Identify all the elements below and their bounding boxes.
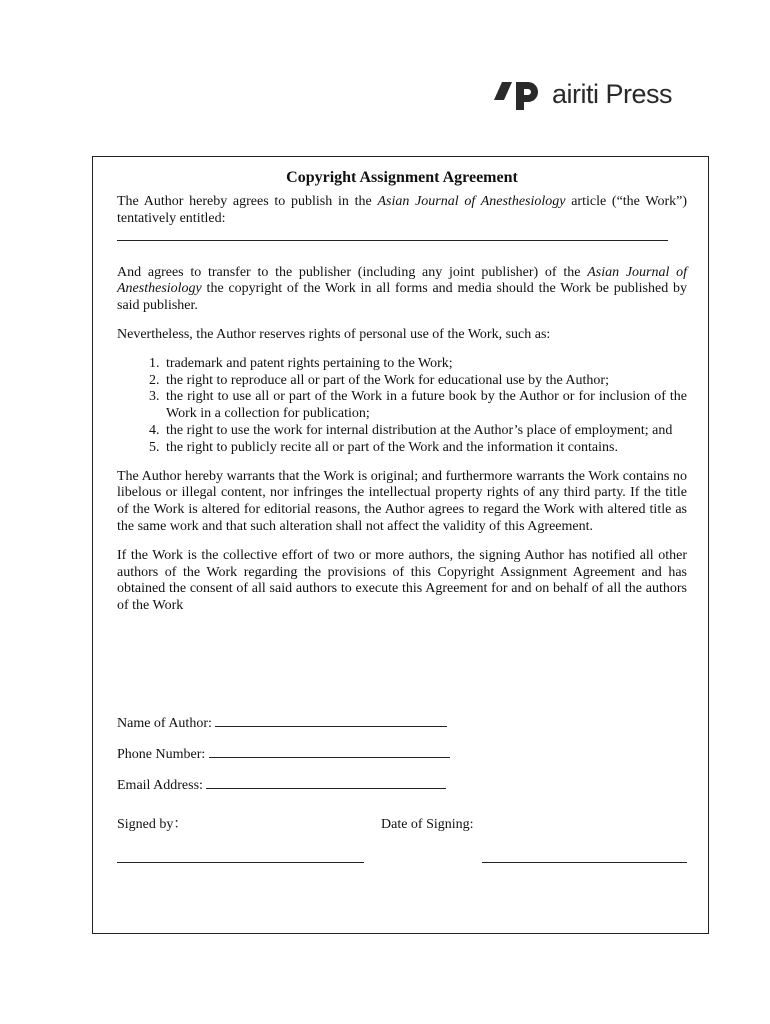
logo-text: airiti Press bbox=[552, 78, 673, 109]
phone-number-label: Phone Number: bbox=[117, 747, 206, 762]
date-line[interactable] bbox=[482, 862, 687, 863]
work-title-line[interactable] bbox=[117, 240, 668, 241]
journal-name: Asian Journal of Anesthesiology bbox=[377, 194, 566, 209]
intro-paragraph: The Author hereby agrees to publish in the Asian Journal of Anesthesiology article (“the Work”) tentatively entitled: bbox=[117, 194, 688, 226]
document-title: Copyright Assignment Agreement bbox=[286, 169, 518, 186]
phone-number-line[interactable] bbox=[209, 745, 450, 758]
author-name-field bbox=[117, 714, 447, 732]
email-address-label: Email Address: bbox=[117, 778, 203, 793]
author-name-line[interactable] bbox=[215, 714, 447, 727]
journal-name: Asian Journal of Anesthesiology bbox=[117, 264, 687, 297]
transfer-paragraph: And agrees to transfer to the publisher (including any joint publisher) of the Asian Journal of Anesthesiology the copyright of the Work in all forms and media should the Work be published by said publisher. bbox=[117, 264, 687, 314]
list-item: 3. the right to use all or part of the Work in a future book by the Author or for inclusion of the Work in a collection for publication; bbox=[163, 389, 687, 423]
email-address-field bbox=[117, 776, 446, 794]
warranty-paragraph: The Author hereby warrants that the Work is original; and furthermore warrants the Work contains no libelous or illegal content, nor infringes the intellectual property rights of any third party. If the title of the Work is altered for editorial reasons, the Author agrees to regard the Work with altered title as the same work and that such alteration shall not affect the validity of this Agreement. bbox=[117, 468, 687, 534]
signature-line[interactable] bbox=[117, 862, 364, 863]
list-item: 4. the right to use the work for internal distribution at the Author’s place of employment; and bbox=[163, 423, 687, 440]
phone-number-field bbox=[117, 745, 450, 763]
reserved-rights-paragraph: Nevertheless, the Author reserves rights of personal use of the Work, such as: bbox=[117, 326, 551, 342]
collective-work-paragraph: If the Work is the collective effort of two or more authors, the signing Author has notified all other authors of the Work regarding the provisions of this Copyright Assignment Agreement and has obtained the consent of all said authors to execute this Agreement for and on behalf of all the authors of the Work bbox=[117, 547, 687, 614]
signed-by-label: Signed by： bbox=[117, 817, 188, 832]
author-name-label: Name of Author: bbox=[117, 716, 212, 731]
list-item: 5. the right to publicly recite all or part of the Work and the information it contains. bbox=[163, 440, 687, 457]
list-item: 1. trademark and patent rights pertaining to the Work; bbox=[163, 356, 687, 373]
airiti-press-logo-icon bbox=[494, 76, 546, 112]
date-of-signing-label: Date of Signing: bbox=[381, 817, 474, 832]
email-address-line[interactable] bbox=[206, 776, 446, 789]
agreement-body bbox=[117, 168, 687, 615]
rights-list bbox=[117, 356, 687, 457]
publisher-logo bbox=[494, 76, 672, 112]
list-item: 2. the right to reproduce all or part of the Work for educational use by the Author; bbox=[163, 373, 687, 390]
